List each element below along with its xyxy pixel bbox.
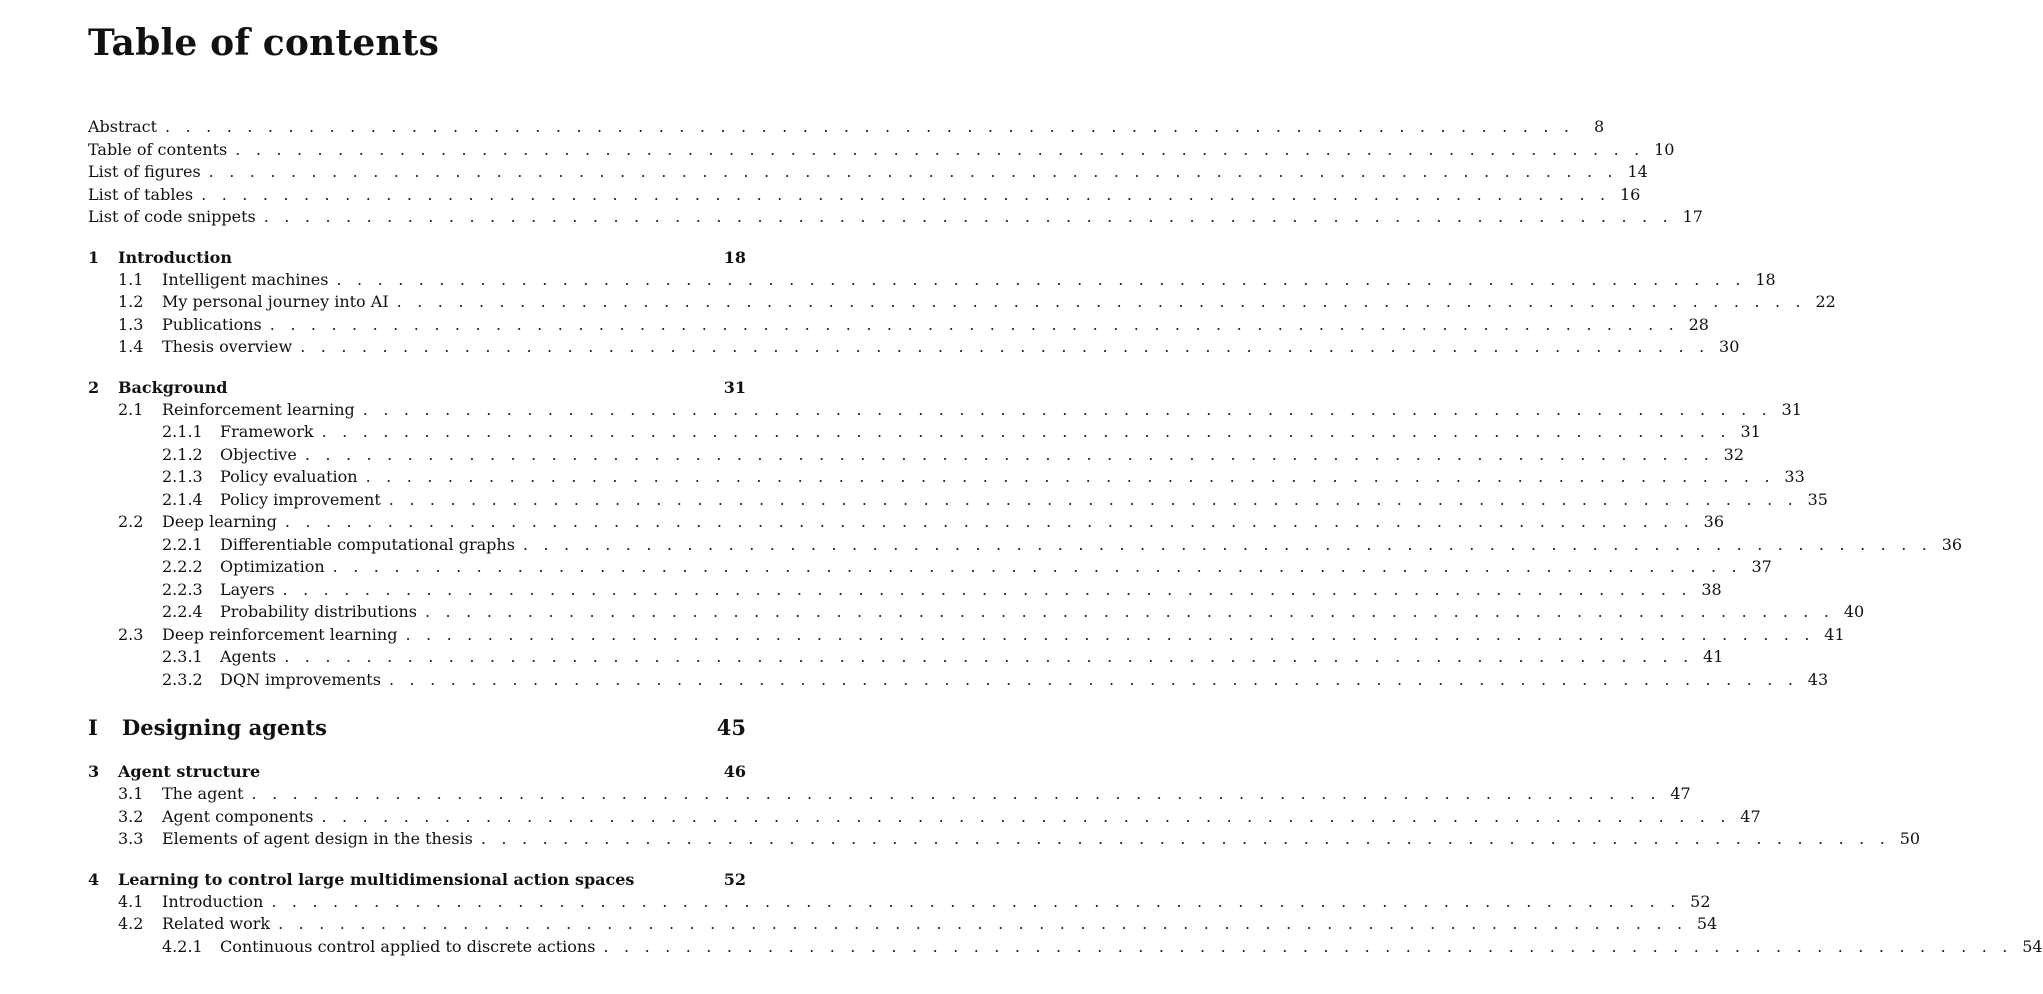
toc-section-entry[interactable] xyxy=(88,511,1725,534)
toc-frontmatter-entry[interactable] xyxy=(88,184,1641,207)
toc-part-entry[interactable] xyxy=(88,713,746,743)
toc-subsection-entry[interactable] xyxy=(88,534,1963,557)
entry-number: 2.1.4 xyxy=(162,489,203,509)
page-title: Table of contents xyxy=(88,22,440,64)
entry-page-number: 54 xyxy=(2022,936,2043,956)
entry-page-number: 35 xyxy=(1807,489,1828,509)
dot-leader: . . . . . . . . . . . . . . . . . . . . . . . . . . . . . . . . . . . . . . . . . . . . . . . . . . . . . . . . . . . . . . . . . . . . . xyxy=(424,602,1835,621)
entry-number: 3.3 xyxy=(118,829,144,848)
toc-section-entry[interactable] xyxy=(88,828,1921,851)
entry-number: 1.2 xyxy=(118,292,144,311)
chapter-number: 4 xyxy=(88,869,100,889)
entry-number: 2.3.1 xyxy=(162,647,203,666)
dot-leader: . . . . . . . . . . . . . . . . . . . . . . . . . . . . . . . . . . . . . . . . . . . . . . . . . . . . . . . . . . . . . . . . . . . . . xyxy=(284,647,1694,666)
toc-section-entry[interactable] xyxy=(88,399,1802,422)
entry-page-number: 50 xyxy=(1899,829,1921,848)
dot-leader: . . . . . . . . . . . . . . . . . . . . . . . . . . . . . . . . . . . . . . . . . . . . . . . . . . . . . . . . . . . . . . . . . . . . . xyxy=(388,489,1798,509)
part-page-number: 45 xyxy=(716,715,746,740)
toc-subsection-entry[interactable] xyxy=(88,421,1761,444)
dot-leader: . . . . . . . . . . . . . . . . . . . . . . . . . . . . . . . . . . . . . . . . . . . . . . . . . . . . . . . . . . . . . . . . . . . . . xyxy=(332,557,1742,576)
entry-title: Intelligent machines xyxy=(162,269,329,289)
dot-leader: . . . . . . . . . . . . . . . . . . . . . . . . . . . . . . . . . . . . . . . . . . . . . . . . . . . . . . . . . . . . . . . . . . . . . xyxy=(263,207,1673,226)
entry-number: 2.3 xyxy=(118,624,144,644)
toc-chapter-entry[interactable] xyxy=(88,869,746,891)
toc-subsection-entry[interactable] xyxy=(88,466,1805,489)
entry-number: 2.1.2 xyxy=(162,444,203,464)
dot-leader: . . . . . . . . . . . . . . . . . . . . . . . . . . . . . . . . . . . . . . . . . . . . . . . . . . . . . . . . . . . . . . . . . . . . . xyxy=(251,784,1661,803)
entry-number: 2.2.4 xyxy=(162,602,203,621)
entry-number: 1.3 xyxy=(118,314,144,334)
entry-title: Objective xyxy=(220,444,297,464)
toc-section-entry[interactable] xyxy=(88,291,1836,314)
entry-page-number: 30 xyxy=(1719,337,1740,356)
dot-leader: . . . . . . . . . . . . . . . . . . . . . . . . . . . . . . . . . . . . . . . . . . . . . . . . . . . . . . . . . . . . . . . . . . . . . xyxy=(321,422,1731,441)
chapter-number: 3 xyxy=(88,762,100,781)
toc-section-entry[interactable] xyxy=(88,624,1845,647)
entry-page-number: 47 xyxy=(1670,784,1691,803)
entry-number: 2.1.3 xyxy=(162,467,203,486)
dot-leader: . . . . . . . . . . . . . . . . . . . . . . . . . . . . . . . . . . . . . . . . . . . . . . . . . . . . . . . . . . . . . . . . . . . . . xyxy=(282,579,1692,599)
entry-title: List of figures xyxy=(88,162,201,181)
entry-page-number: 36 xyxy=(1703,512,1725,531)
entry-page-number: 28 xyxy=(1688,314,1709,334)
entry-page-number: 22 xyxy=(1815,292,1836,311)
dot-leader: . . . . . . . . . . . . . . . . . . . . . . . . . . . . . . . . . . . . . . . . . . . . . . . . . . . . . . . . . . . . . . . . . . . . . xyxy=(396,292,1806,311)
dot-leader: . . . . . . . . . . . . . . . . . . . . . . . . . . . . . . . . . . . . . . . . . . . . . . . . . . . . . . . . . . . . . . . . . . . . . xyxy=(235,139,1645,159)
chapter-title: Background xyxy=(118,377,228,397)
entry-page-number: 54 xyxy=(1696,914,1718,933)
toc-section-entry[interactable] xyxy=(88,806,1761,829)
toc-frontmatter-entry[interactable] xyxy=(88,161,1648,184)
entry-title: Agent components xyxy=(162,806,314,826)
dot-leader: . . . . . . . . . . . . . . . . . . . . . . . . . . . . . . . . . . . . . . . . . . . . . . . . . . . . . . . . . . . . . . . . . . . . . xyxy=(208,162,1618,181)
entry-page-number: 14 xyxy=(1627,162,1648,181)
toc-subsection-entry[interactable] xyxy=(88,646,1724,669)
dot-leader: . . . . . . . . . . . . . . . . . . . . . . . . . . . . . . . . . . . . . . . . . . . . . . . . . . . . . . . . . . . . . . . . . . . . . xyxy=(365,467,1775,486)
entry-title: Table of contents xyxy=(88,139,228,159)
entry-title: My personal journey into AI xyxy=(162,292,389,311)
dot-leader: . . . . . . . . . . . . . . . . . . . . . . . . . . . . . . . . . . . . . . . . . . . . . . . . . . . . . . . . . . . . . . . . . . . . . xyxy=(362,399,1772,419)
entry-number: 1.1 xyxy=(118,269,144,289)
part-number: I xyxy=(88,715,98,740)
entry-title: Deep reinforcement learning xyxy=(162,624,398,644)
dot-leader: . . . . . . . . . . . . . . . . . . . . . . . . . . . . . . . . . . . . . . . . . . . . . . . . . . . . . . . . . . . . . . . . . . . . . xyxy=(271,891,1681,911)
entry-title: Agents xyxy=(220,647,277,666)
entry-page-number: 31 xyxy=(1781,399,1802,419)
toc-subsection-entry[interactable] xyxy=(88,489,1828,512)
dot-leader: . . . . . . . . . . . . . . . . . . . . . . . . . . . . . . . . . . . . . . . . . . . . . . . . . . . . . . . . . . . . . . . . . . . . . xyxy=(522,534,1933,554)
toc-section-entry[interactable] xyxy=(88,336,1740,359)
toc-chapter-entry[interactable] xyxy=(88,377,746,399)
entry-title: The agent xyxy=(162,784,244,803)
toc-subsection-entry[interactable] xyxy=(88,444,1744,467)
entry-title: Reinforcement learning xyxy=(162,399,355,419)
entry-page-number: 41 xyxy=(1703,647,1724,666)
entry-page-number: 31 xyxy=(1740,422,1761,441)
entry-page-number: 16 xyxy=(1619,184,1641,204)
dot-leader: . . . . . . . . . . . . . . . . . . . . . . . . . . . . . . . . . . . . . . . . . . . . . . . . . . . . . . . . . . . . . . . . . . . . . xyxy=(278,914,1688,933)
chapter-number: 2 xyxy=(88,377,100,397)
entry-title: Publications xyxy=(162,314,262,334)
toc-section-entry[interactable] xyxy=(88,783,1691,806)
dot-leader: . . . . . . . . . . . . . . . . . . . . . . . . . . . . . . . . . . . . . . . . . . . . . . . . . . . . . . . . . . . . . . . . . . . . . xyxy=(284,512,1695,531)
chapter-page-number: 46 xyxy=(723,762,746,781)
dot-leader: . . . . . . . . . . . . . . . . . . . . . . . . . . . . . . . . . . . . . . . . . . . . . . . . . . . . . . . . . . . . . . . . . . . . . xyxy=(300,337,1710,356)
part-title: Designing agents xyxy=(122,715,328,740)
dot-leader: . . . . . . . . . . . . . . . . . . . . . . . . . . . . . . . . . . . . . . . . . . . . . . . . . . . . . . . . . . . . . . . . . . . . . xyxy=(388,669,1799,689)
entry-title: Layers xyxy=(220,579,275,599)
entry-page-number: 33 xyxy=(1784,467,1805,486)
entry-page-number: 8 xyxy=(1594,117,1605,136)
entry-title: Policy evaluation xyxy=(220,467,358,486)
chapter-page-number: 31 xyxy=(723,377,746,397)
entry-number: 2.2.2 xyxy=(162,557,203,576)
toc-chapter-entry[interactable] xyxy=(88,247,746,269)
entry-title: Differentiable computational graphs xyxy=(220,534,515,554)
table-of-contents xyxy=(88,116,2043,958)
entry-title: Related work xyxy=(162,914,271,933)
entry-title: Optimization xyxy=(220,557,325,576)
entry-number: 2.2.1 xyxy=(162,534,203,554)
toc-frontmatter-entry[interactable] xyxy=(88,116,1605,139)
toc-frontmatter-entry[interactable] xyxy=(88,139,1675,162)
dot-leader: . . . . . . . . . . . . . . . . . . . . . . . . . . . . . . . . . . . . . . . . . . . . . . . . . . . . . . . . . . . . . . . . . . . . . xyxy=(165,117,1575,136)
dot-leader: . . . . . . . . . . . . . . . . . . . . . . . . . . . . . . . . . . . . . . . . . . . . . . . . . . . . . . . . . . . . . . . . . . . . . xyxy=(480,829,1891,848)
entry-number: 2.2.3 xyxy=(162,579,203,599)
entry-title: List of code snippets xyxy=(88,207,256,226)
toc-chapter-entry[interactable] xyxy=(88,761,746,783)
toc-subsection-entry[interactable] xyxy=(88,601,1865,624)
entry-page-number: 38 xyxy=(1701,579,1722,599)
toc-section-entry[interactable] xyxy=(88,891,1711,914)
entry-page-number: 41 xyxy=(1824,624,1845,644)
toc-subsection-entry[interactable] xyxy=(88,556,1772,579)
entry-page-number: 36 xyxy=(1941,534,1963,554)
toc-section-entry[interactable] xyxy=(88,269,1776,292)
entry-title: DQN improvements xyxy=(220,669,381,689)
chapter-page-number: 18 xyxy=(723,247,746,267)
entry-page-number: 37 xyxy=(1751,557,1772,576)
entry-page-number: 17 xyxy=(1682,207,1703,226)
entry-page-number: 18 xyxy=(1755,269,1776,289)
entry-number: 3.2 xyxy=(118,806,144,826)
entry-number: 1.4 xyxy=(118,337,144,356)
entry-title: Policy improvement xyxy=(220,489,381,509)
dot-leader: . . . . . . . . . . . . . . . . . . . . . . . . . . . . . . . . . . . . . . . . . . . . . . . . . . . . . . . . . . . . . . . . . . . . . xyxy=(405,624,1815,644)
dot-leader: . . . . . . . . . . . . . . . . . . . . . . . . . . . . . . . . . . . . . . . . . . . . . . . . . . . . . . . . . . . . . . . . . . . . . xyxy=(201,184,1611,204)
chapter-title: Agent structure xyxy=(118,762,261,781)
entry-title: Framework xyxy=(220,422,314,441)
entry-page-number: 43 xyxy=(1807,669,1829,689)
entry-page-number: 32 xyxy=(1723,444,1744,464)
entry-page-number: 10 xyxy=(1654,139,1675,159)
entry-number: 4.1 xyxy=(118,891,144,911)
toc-section-entry[interactable] xyxy=(88,314,1709,337)
entry-number: 2.3.2 xyxy=(162,669,203,689)
chapter-title: Introduction xyxy=(118,247,232,267)
chapter-page-number: 52 xyxy=(723,869,746,889)
dot-leader: . . . . . . . . . . . . . . . . . . . . . . . . . . . . . . . . . . . . . . . . . . . . . . . . . . . . . . . . . . . . . . . . . . . . . xyxy=(603,936,2013,956)
entry-title: Deep learning xyxy=(162,512,277,531)
entry-number: 2.1 xyxy=(118,399,144,419)
toc-frontmatter-entry[interactable] xyxy=(88,206,1703,229)
toc-subsection-entry[interactable] xyxy=(88,669,1829,692)
dot-leader: . . . . . . . . . . . . . . . . . . . . . . . . . . . . . . . . . . . . . . . . . . . . . . . . . . . . . . . . . . . . . . . . . . . . . xyxy=(269,314,1679,334)
entry-page-number: 52 xyxy=(1690,891,1711,911)
entry-title: Thesis overview xyxy=(162,337,293,356)
toc-section-entry[interactable] xyxy=(88,913,1718,936)
entry-title: List of tables xyxy=(88,184,194,204)
entry-number: 4.2 xyxy=(118,914,144,933)
chapter-title: Learning to control large multidimensional action spaces xyxy=(118,869,635,889)
toc-subsection-entry[interactable] xyxy=(88,936,2043,959)
dot-leader: . . . . . . . . . . . . . . . . . . . . . . . . . . . . . . . . . . . . . . . . . . . . . . . . . . . . . . . . . . . . . . . . . . . . . xyxy=(304,444,1714,464)
entry-number: 4.2.1 xyxy=(162,936,203,956)
entry-title: Elements of agent design in the thesis xyxy=(162,829,473,848)
toc-subsection-entry[interactable] xyxy=(88,579,1722,602)
dot-leader: . . . . . . . . . . . . . . . . . . . . . . . . . . . . . . . . . . . . . . . . . . . . . . . . . . . . . . . . . . . . . . . . . . . . . xyxy=(336,269,1746,289)
entry-title: Abstract xyxy=(88,117,158,136)
entry-title: Continuous control applied to discrete actions xyxy=(220,936,596,956)
entry-number: 2.1.1 xyxy=(162,422,203,441)
entry-number: 3.1 xyxy=(118,784,144,803)
entry-number: 2.2 xyxy=(118,512,144,531)
entry-page-number: 47 xyxy=(1740,806,1761,826)
chapter-number: 1 xyxy=(88,247,100,267)
entry-title: Introduction xyxy=(162,891,264,911)
dot-leader: . . . . . . . . . . . . . . . . . . . . . . . . . . . . . . . . . . . . . . . . . . . . . . . . . . . . . . . . . . . . . . . . . . . . . xyxy=(321,806,1731,826)
entry-page-number: 40 xyxy=(1843,602,1865,621)
entry-title: Probability distributions xyxy=(220,602,417,621)
